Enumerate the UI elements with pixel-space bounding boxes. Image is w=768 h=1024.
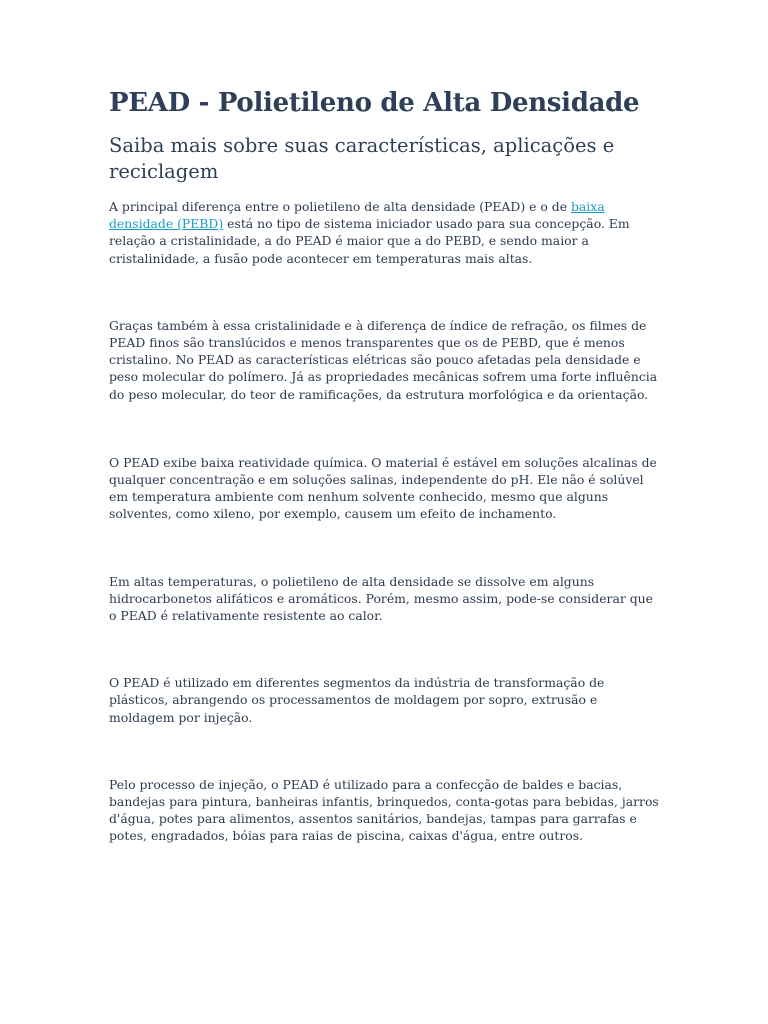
paragraph-chemical-reactivity: O PEAD exibe baixa reatividade química. O material é estável em soluções alcalinas de qualquer concentração e em soluções salinas, independente do pH. Ele não é solúvel em temperatura ambiente com nenhum solvente conhecido, mesmo que alguns solventes, como xileno, por exemplo, causem um efeito de inchamento. [109, 454, 657, 522]
paragraph-applications: O PEAD é utilizado em diferentes segmentos da indústria de transformação de plásticos, abrangendo os processamentos de moldagem por sopro, extrusão e moldagem por injeção. [109, 675, 605, 725]
page-subtitle: Saiba mais sobre suas características, aplicações e reciclagem [109, 134, 615, 183]
page-title: PEAD - Polietileno de Alta Densidade [109, 88, 640, 118]
paragraph-crystallinity [109, 198, 659, 267]
pebd-link[interactable]: baixa densidade (PEBD) [109, 199, 605, 232]
document-page [109, 84, 659, 845]
paragraph-text: está no tipo de sistema iniciador usado para sua concepção. Em relação a cristalinidade, a do PEAD é maior que a do PEBD, e sendo maior a cristalinidade, a fusão pode acontecer em temperaturas mais altas. [109, 216, 630, 266]
paragraph-injection-products: Pelo processo de injeção, o PEAD é utilizado para a confecção de baldes e bacias, bandejas para pintura, banheiras infantis, brinquedos, conta-gotas para bebidas, jarros d'água, potes para alimentos, assentos sanitários, bandejas, tampas para garrafas e potes, engradados, bóias para raias de piscina, caixas d'água, entre outros. [109, 776, 659, 844]
paragraph-heat-resistance: Em altas temperaturas, o polietileno de alta densidade se dissolve em alguns hidrocarbonetos alifáticos e aromáticos. Porém, mesmo assim, pode-se considerar que o PEAD é relativamente resistente ao calor. [109, 573, 653, 624]
paragraph-text: A principal diferença entre o polietileno de alta densidade (PEAD) e o de [109, 199, 571, 214]
paragraph-optical-properties: Graças também à essa cristalinidade e à diferença de índice de refração, os filmes de PEAD finos são translúcidos e menos transparentes que os de PEBD, que é menos cristalino. No PEAD as características elétricas são pouco afetadas pela densidade e peso molecular do polímero. Já as propriedades mecânicas sofrem uma forte influência do peso molecular, do teor de ramificações, da estrutura morfológica e da orientação. [109, 317, 658, 402]
